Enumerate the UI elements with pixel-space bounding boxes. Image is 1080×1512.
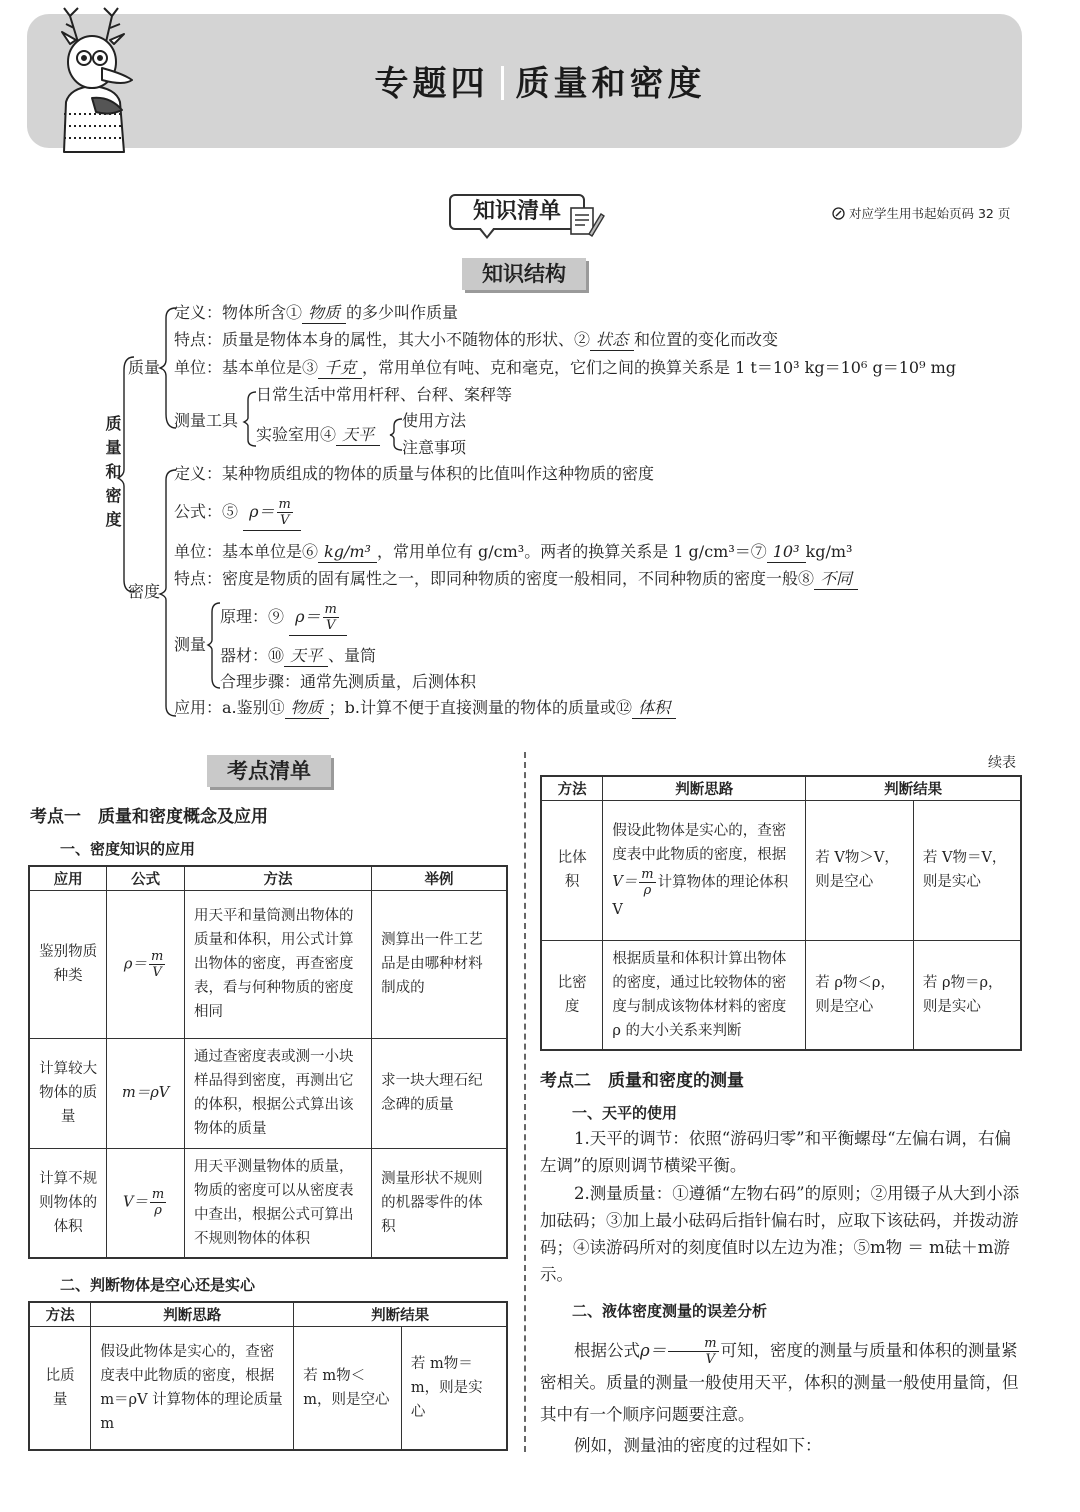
- point1-title: 考点一 质量和密度概念及应用: [30, 807, 268, 827]
- t3-cell-solid: 若 V物＝V，则是实心: [913, 800, 1021, 940]
- balance-adjust-paragraph: 1.天平的调节：依照“游码归零”和平衡螺母“左偏右调，右偏左调”的原则调节横梁平衡。: [540, 1129, 1012, 1175]
- column-divider: [524, 752, 526, 1452]
- hollow-solid-table: [28, 1301, 508, 1451]
- t1-cell-formula: V＝ $\frac{m}{\rho}$: [107, 1148, 185, 1258]
- t1-cell-method: 用天平测量物体的质量，物质的密度可以从密度表中查出，根据公式可算出不规则物体的体积: [184, 1148, 371, 1258]
- density-steps: 合理步骤：通常先测质量，后测体积: [220, 672, 477, 691]
- mass-tool-label: 测量工具: [174, 411, 239, 430]
- t3-cell-idea: 假设此物体是实心的，查密度表中此物质的密度，根据V＝ $\frac{m}{\rho}$ 计算物体的理论体积 V: [603, 800, 806, 940]
- example-paragraph: 例如，测量油的密度的过程如下：: [574, 1436, 822, 1455]
- tool-usage: 使用方法: [402, 411, 467, 430]
- t2-cell-idea: 假设此物体是实心的，查密度表中此物质的密度，根据 m＝ρV 计算物体的理论质量 m: [91, 1326, 294, 1450]
- point2-title: 考点二 质量和密度的测量: [540, 1071, 744, 1091]
- t3-cell-method: 比密度: [541, 940, 603, 1050]
- t1-header-formula: 公式: [107, 866, 185, 890]
- t1-cell-example: 测量形状不规则的机器零件的体积: [372, 1148, 507, 1258]
- mass-tool-daily: 日常生活中常用杆秤、台秤、案秤等: [256, 385, 513, 404]
- t2-cell-hollow: 若 m物＜m，则是空心: [294, 1326, 402, 1450]
- t1-cell-app: 计算不规则物体的体积: [29, 1148, 107, 1258]
- density-unit: 单位：基本单位是⑥ kg/m³ ，常用单位有 g/cm³。两者的换算关系是 1 g/cm³＝⑦ 10³ kg/m³: [174, 542, 853, 561]
- knowledge-list-badge: 知识清单: [449, 194, 585, 230]
- density-feature: 特点：密度是物质的固有属性之一，即同种物质的密度一般相同，不同种物质的密度一般⑧ 不同: [174, 569, 858, 590]
- mass-definition: 定义：物体所含① 物质 的多少叫作质量: [174, 303, 459, 322]
- mass-tool-lab: 实验室用④ 天平: [256, 425, 380, 446]
- t1-cell-app: 鉴别物质种类: [29, 890, 107, 1038]
- t3-cell-method: 比体积: [541, 800, 603, 940]
- t1-cell-method: 用天平和量筒测出物体的质量和体积，用公式计算出物体的密度，再查密度表，看与何种物质的密度相同: [184, 890, 371, 1038]
- density-node: 密度: [128, 582, 161, 601]
- mass-unit: 单位：基本单位是③ 千克 ，常用单位有吨、克和毫克，它们之间的换算关系是 1 t＝10³ kg＝10⁶ g＝10⁹ mg: [174, 358, 956, 377]
- t3-cell-idea: 根据质量和体积计算出物体的密度，通过比较物体的密度与制成该物体材料的密度 ρ 的大小关系来判断: [603, 940, 806, 1050]
- density-application: 应用：a.鉴别⑪ 物质 ；b.计算不便于直接测量的物体的质量或⑫ 体积: [174, 698, 676, 719]
- table-row: [541, 940, 1021, 1050]
- t2-header-method: 方法: [29, 1302, 91, 1326]
- t2-cell-solid: 若 m物＝m，则是实心: [401, 1326, 507, 1450]
- error-analysis-paragraph: 根据公式ρ＝ $\frac{m}{V}$ 可知，密度的测量与质量和体积的测量紧密相关。质量的测量一般使用天平，体积的测量一般使用量筒，但其中有一个顺序问题要注意。: [540, 1336, 1019, 1424]
- table-row: [29, 1326, 507, 1450]
- density-definition: 定义：某种物质组成的物体的质量与体积的比值叫作这种物质的密度: [174, 464, 655, 483]
- t1-header-app: 应用: [29, 866, 107, 890]
- page-reference: 对应学生用书起始页码 32 页: [832, 204, 1010, 222]
- t2-header-idea: 判断思路: [91, 1302, 294, 1326]
- t3-header-result: 判断结果: [806, 776, 1021, 800]
- t1-header-example: 举例: [372, 866, 507, 890]
- sub4-title: 二、液体密度测量的误差分析: [572, 1302, 768, 1320]
- balance-measure-paragraph: 2.测量质量：①遵循“左物右码”的原则；②用镊子从大到小添加砝码；③加上最小砝码后指针偏右时，应取下该砝码，并拨动游码；④读游码所对的刻度值时以左边为准；⑤m物 ＝ m砝＋m游示。: [540, 1184, 1020, 1284]
- t1-cell-method: 通过查密度表或测一小块样品得到密度，再测出它的体积，根据公式算出该物体的质量: [184, 1038, 371, 1148]
- t2-header-result: 判断结果: [294, 1302, 507, 1326]
- table-row: [29, 890, 507, 1038]
- table-row: [541, 800, 1021, 940]
- t3-cell-hollow: 若 ρ物＜ρ，则是空心: [806, 940, 914, 1050]
- knowledge-structure-tag: 知识结构: [462, 258, 586, 290]
- mass-node: 质量: [128, 358, 161, 377]
- t1-cell-app: 计算较大物体的质量: [29, 1038, 107, 1148]
- hollow-solid-table-continued: [540, 775, 1022, 1051]
- density-formula: 公式：⑤ ρ＝ $\frac{m}{V}$: [174, 497, 301, 531]
- table-continued-note: 续表: [988, 755, 1016, 771]
- t1-cell-formula: m＝ρV: [107, 1038, 185, 1148]
- t2-cell-method: 比质量: [29, 1326, 91, 1450]
- tool-notes: 注意事项: [402, 438, 467, 457]
- t1-cell-formula: ρ＝ $\frac{m}{V}$: [107, 890, 185, 1038]
- t3-header-method: 方法: [541, 776, 603, 800]
- t1-header-method: 方法: [184, 866, 371, 890]
- sub2-title: 二、判断物体是空心还是实心: [60, 1276, 256, 1294]
- t3-cell-hollow: 若 V物＞V，则是空心: [806, 800, 914, 940]
- exam-points-tag: 考点清单: [207, 755, 331, 787]
- density-application-table: [28, 865, 508, 1259]
- table-row: [29, 1148, 507, 1258]
- t1-cell-example: 求一块大理石纪念碑的质量: [372, 1038, 507, 1148]
- density-measure-label: 测量: [174, 635, 207, 654]
- t3-header-idea: 判断思路: [603, 776, 806, 800]
- mass-feature: 特点：质量是物体本身的属性，其大小不随物体的形状、② 状态 和位置的变化而改变: [174, 330, 779, 349]
- t1-cell-example: 测算出一件工艺品是由哪种材料制成的: [372, 890, 507, 1038]
- sub1-title: 一、密度知识的应用: [60, 840, 196, 858]
- density-principle: 原理：⑨ ρ＝ $\frac{m}{V}$: [220, 602, 347, 636]
- tree-root: 质量和密度: [103, 415, 122, 535]
- table-row: [29, 1038, 507, 1148]
- page-title: 专题四 质量和密度: [374, 64, 706, 104]
- t3-cell-solid: 若 ρ物＝ρ，则是实心: [913, 940, 1021, 1050]
- sub3-title: 一、天平的使用: [572, 1104, 678, 1122]
- density-equipment: 器材：⑩ 天平 、量筒: [220, 646, 377, 665]
